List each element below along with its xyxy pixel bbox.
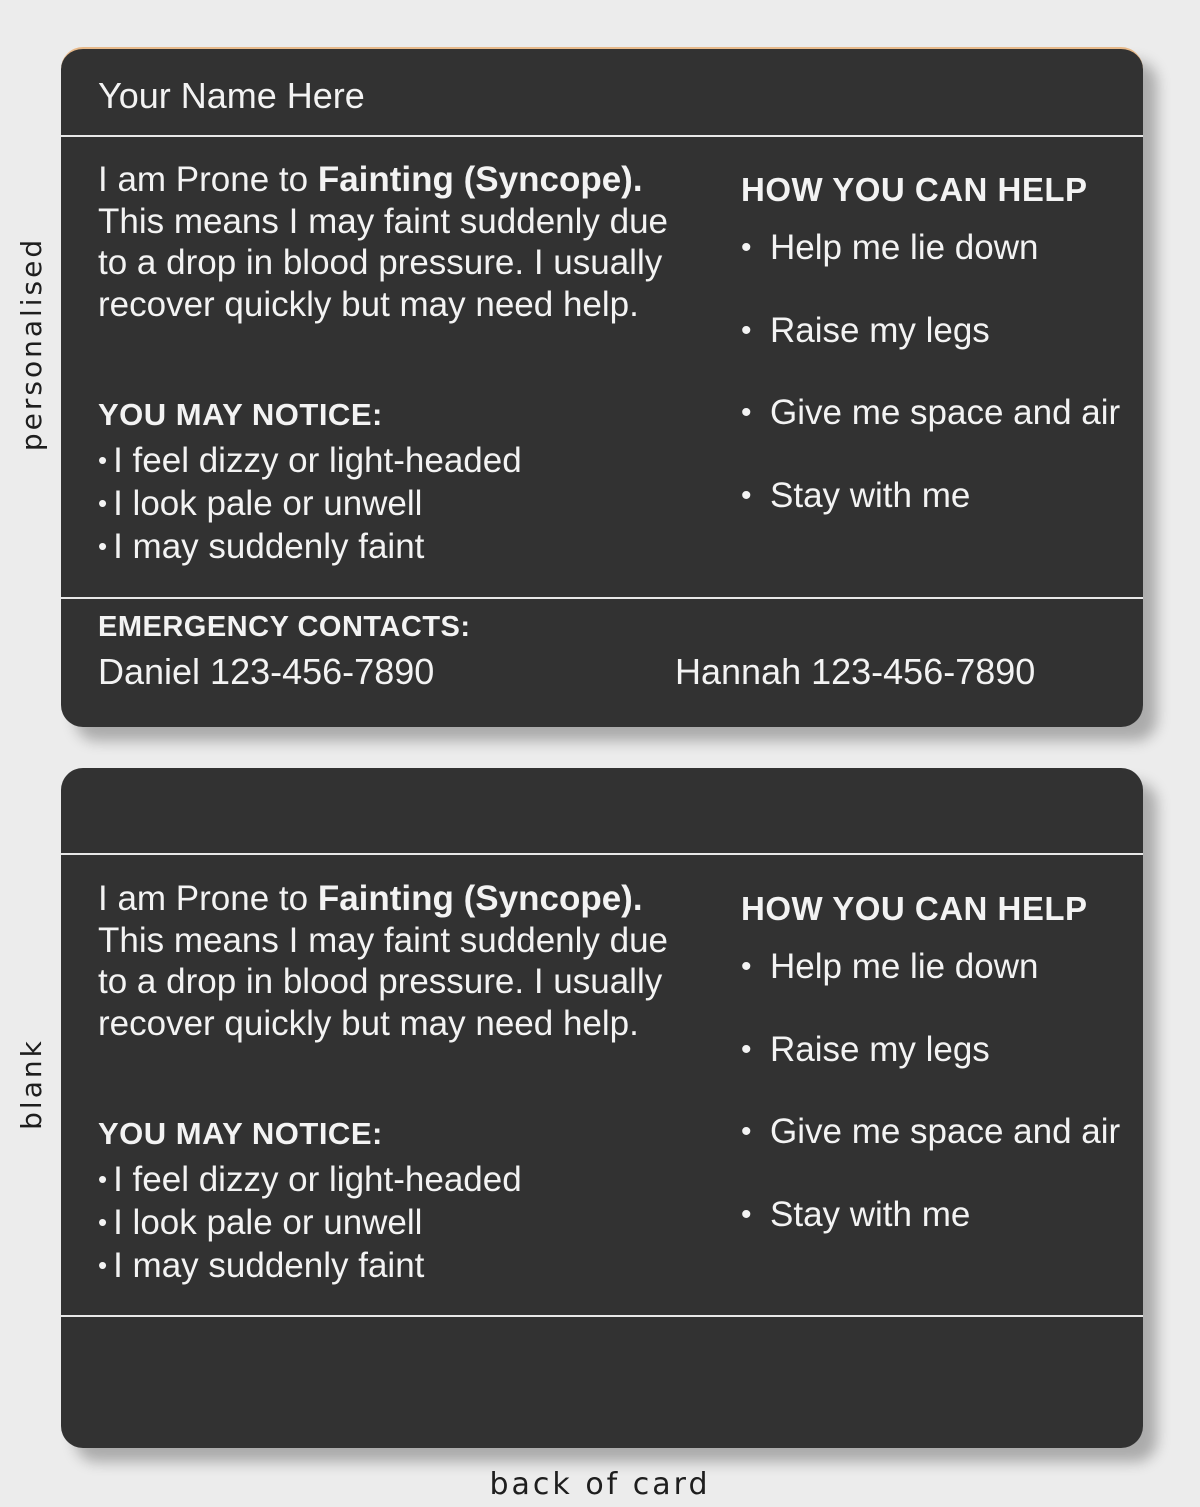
list-item	[741, 1194, 1121, 1236]
list-item	[98, 1244, 522, 1287]
caption: back of card	[489, 1467, 711, 1502]
help-item-text: Give me space and air	[770, 1112, 1121, 1151]
intro-text	[98, 159, 668, 325]
bullet-icon: •	[741, 1115, 752, 1148]
notice-item-text: I feel dizzy or light-headed	[113, 441, 522, 480]
bullet-icon: •	[98, 445, 108, 475]
blank-card	[61, 768, 1143, 1448]
intro-prefix: I am Prone to	[98, 879, 318, 918]
list-item	[741, 475, 1121, 517]
help-item-text: Stay with me	[770, 1194, 971, 1234]
personalised-label: personalised	[15, 236, 48, 452]
bullet-icon: •	[741, 478, 752, 512]
notice-item-text: I look pale or unwell	[113, 484, 423, 523]
help-item-text: Stay with me	[770, 475, 971, 515]
bullet-icon: •	[741, 950, 752, 983]
bullet-icon: •	[741, 231, 752, 264]
help-list	[741, 946, 1121, 1276]
list-item	[741, 1111, 1121, 1153]
footer-divider	[61, 1315, 1143, 1317]
notice-item-text: I may suddenly faint	[113, 1246, 425, 1285]
bullet-icon: •	[741, 1032, 752, 1066]
list-item	[741, 1029, 1121, 1071]
footer-divider	[61, 597, 1143, 599]
list-item	[98, 1158, 522, 1201]
help-item-text: Help me lie down	[770, 947, 1039, 986]
bullet-icon: •	[741, 313, 752, 347]
list-item	[741, 310, 1121, 352]
help-item-text: Raise my legs	[770, 1029, 990, 1069]
bullet-icon: •	[98, 1164, 108, 1194]
notice-heading: YOU MAY NOTICE:	[98, 397, 383, 432]
emergency-contact-2: Hannah 123-456-7890	[675, 651, 1036, 692]
notice-list	[98, 439, 522, 568]
header-divider	[61, 853, 1143, 855]
bullet-icon: •	[98, 1250, 108, 1280]
personalised-card	[61, 47, 1143, 727]
list-item	[98, 482, 522, 525]
bullet-icon: •	[98, 531, 108, 561]
help-heading: HOW YOU CAN HELP	[741, 171, 1088, 208]
bullet-icon: •	[98, 1207, 108, 1237]
notice-item-text: I feel dizzy or light-headed	[113, 1160, 522, 1199]
header-divider	[61, 135, 1143, 137]
bullet-icon: •	[741, 1197, 752, 1231]
help-list	[741, 227, 1121, 557]
intro-text	[98, 878, 668, 1044]
notice-item-text: I look pale or unwell	[113, 1203, 423, 1242]
help-item-text: Raise my legs	[770, 310, 990, 350]
emergency-heading: EMERGENCY CONTACTS:	[98, 611, 471, 643]
list-item	[741, 946, 1121, 988]
intro-bold: Fainting (Syncope).	[317, 879, 643, 918]
list-item	[98, 439, 522, 482]
help-heading: HOW YOU CAN HELP	[741, 890, 1088, 927]
list-item	[741, 392, 1121, 434]
list-item	[98, 1201, 522, 1244]
notice-list	[98, 1158, 522, 1287]
list-item	[98, 525, 522, 568]
intro-prefix: I am Prone to	[98, 160, 318, 199]
bullet-icon: •	[741, 396, 752, 429]
notice-item-text: I may suddenly faint	[113, 527, 425, 566]
bullet-icon: •	[98, 488, 108, 518]
card-name: Your Name Here	[98, 75, 365, 116]
help-item-text: Help me lie down	[770, 228, 1039, 267]
blank-label: blank	[15, 1038, 48, 1130]
notice-heading: YOU MAY NOTICE:	[98, 1116, 383, 1151]
intro-rest: This means I may faint suddenly due to a drop in blood pressure. I usually recover quickly but may need help.	[98, 920, 669, 1043]
list-item	[741, 227, 1121, 269]
intro-bold: Fainting (Syncope).	[317, 160, 643, 199]
intro-rest: This means I may faint suddenly due to a drop in blood pressure. I usually recover quickly but may need help.	[98, 201, 669, 324]
help-item-text: Give me space and air	[770, 393, 1121, 432]
emergency-contact-1: Daniel 123-456-7890	[98, 651, 435, 692]
